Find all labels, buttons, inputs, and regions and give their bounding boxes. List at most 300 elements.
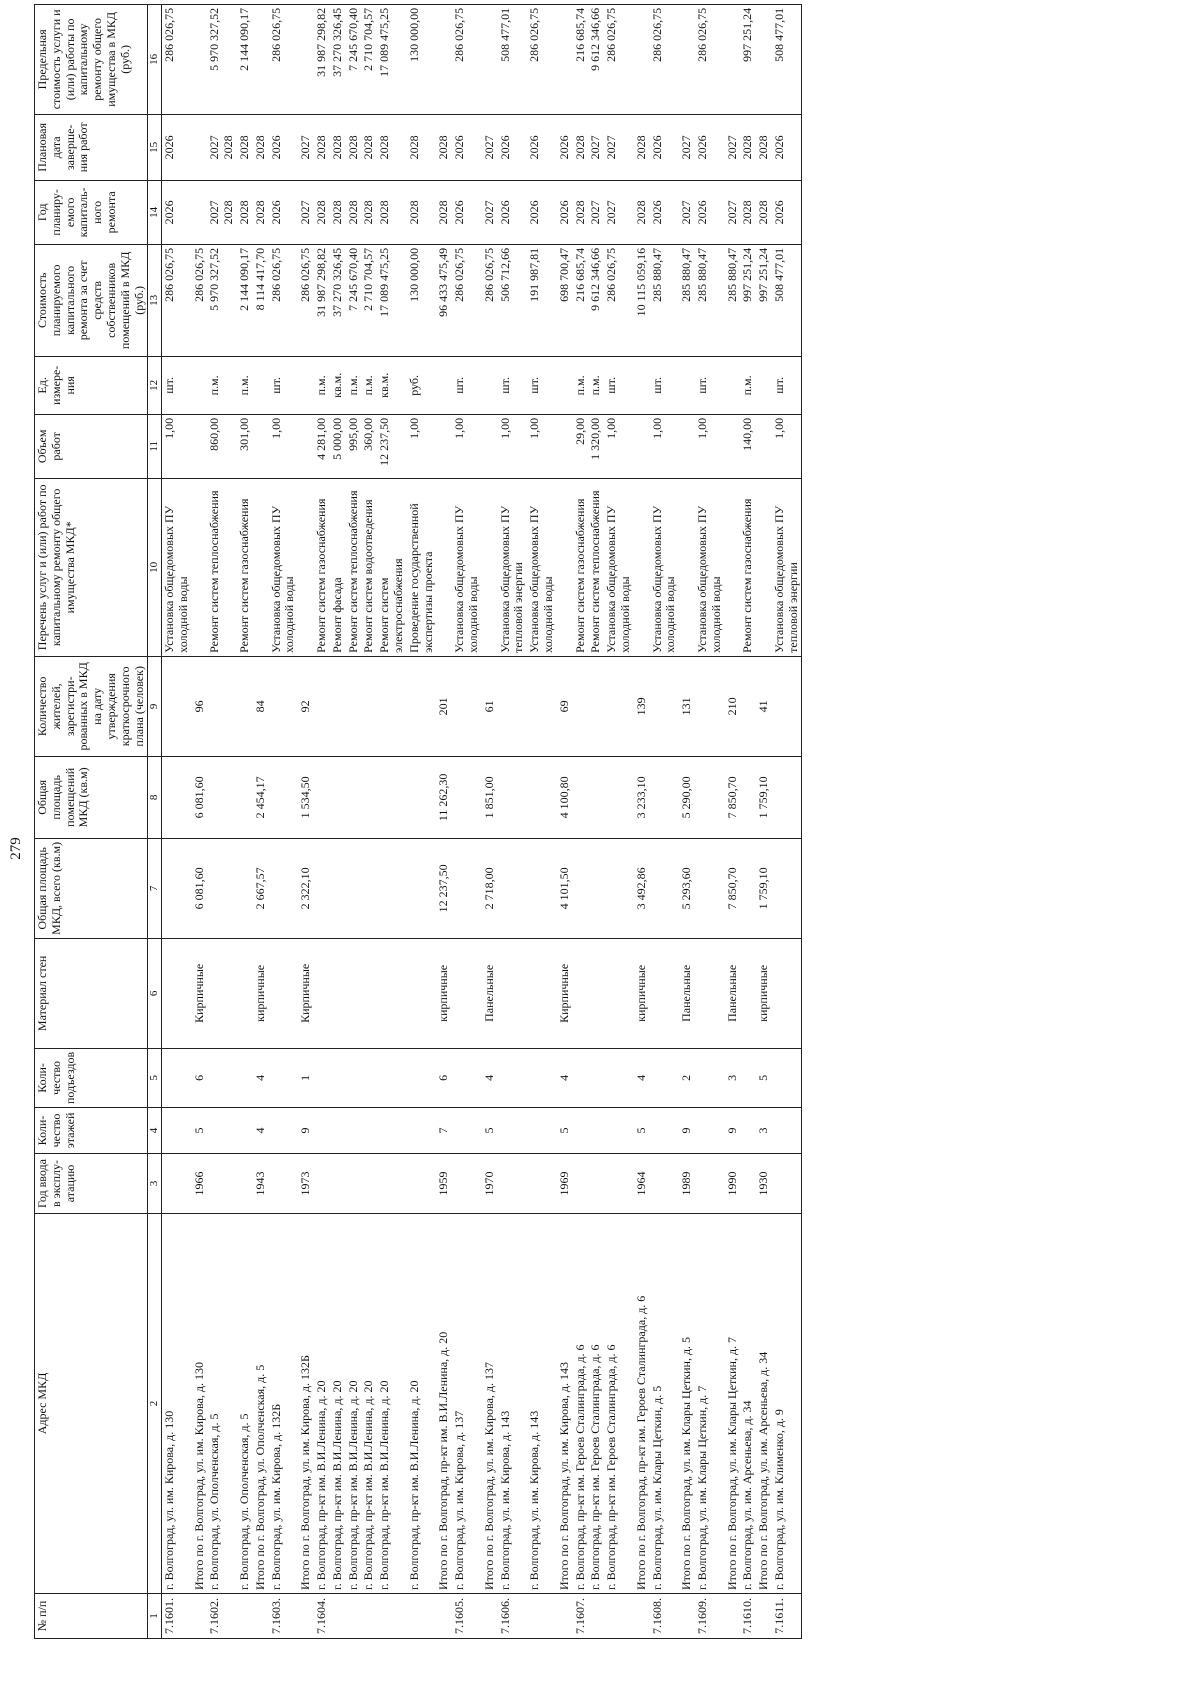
year-built-cell: 1969 <box>557 1154 573 1214</box>
total-area-cell <box>650 838 680 938</box>
limit-cost-cell <box>482 4 498 114</box>
residents-cell <box>498 656 528 756</box>
volume-cell: 360,00 <box>361 414 377 478</box>
entrances-cell <box>498 1048 528 1107</box>
premises-area-cell <box>772 756 802 838</box>
volume-cell: 29,00 <box>573 414 589 478</box>
completion-date-cell: 2026 <box>498 114 528 180</box>
premises-area-cell <box>269 756 299 838</box>
unit-cell: шт. <box>527 356 557 414</box>
floors-cell <box>772 1108 802 1154</box>
table-row <box>314 4 330 1638</box>
floors-cell <box>361 1108 377 1154</box>
premises-area-cell: 4 100,80 <box>557 756 573 838</box>
entrances-cell <box>740 1048 756 1107</box>
entrances-cell <box>377 1048 407 1107</box>
residents-cell <box>573 656 589 756</box>
repair-year-cell: 2027 <box>725 180 741 244</box>
premises-area-cell: 1 759,10 <box>756 756 772 838</box>
cost-cell: 7 245 670,40 <box>346 244 362 356</box>
cost-cell: 286 026,75 <box>162 244 192 356</box>
row-number <box>527 1594 557 1639</box>
completion-date-cell: 2026 <box>269 114 299 180</box>
limit-cost-cell: 286 026,75 <box>269 4 299 114</box>
residents-cell: 96 <box>192 656 208 756</box>
entrances-cell <box>207 1048 237 1107</box>
total-area-cell: 7 850,70 <box>725 838 741 938</box>
header-limit-cost: Предельная стоимость услуги и (или) работы по капитальному ремонту общего имущества в МКД (руб.) <box>35 4 148 114</box>
limit-cost-cell: 216 685,74 <box>573 4 589 114</box>
completion-date-cell: 2028 <box>634 114 650 180</box>
row-number: 7.1604. <box>314 1594 330 1639</box>
column-number: 1 <box>148 1594 162 1639</box>
unit-cell <box>634 356 650 414</box>
entrances-cell: 4 <box>634 1048 650 1107</box>
wall-material-cell <box>772 938 802 1048</box>
residents-cell <box>740 656 756 756</box>
repair-year-cell: 2028 <box>407 180 437 244</box>
premises-area-cell <box>346 756 362 838</box>
table-body <box>162 4 802 1638</box>
residents-cell: 210 <box>725 656 741 756</box>
wall-material-cell <box>407 938 437 1048</box>
floors-cell <box>588 1108 604 1154</box>
total-area-cell <box>314 838 330 938</box>
volume-cell: 1 320,00 <box>588 414 604 478</box>
entrances-cell: 6 <box>192 1048 208 1107</box>
column-number: 15 <box>148 114 162 180</box>
table-row <box>269 4 299 1638</box>
unit-cell: шт. <box>162 356 192 414</box>
wall-material-cell: Панельные <box>482 938 498 1048</box>
table-row <box>557 4 573 1638</box>
completion-date-cell: 2027 2028 <box>207 114 237 180</box>
address-cell: г. Волгоград, пр-кт им. В.И.Ленина, д. 20 <box>314 1214 330 1594</box>
header-year-built: Год ввода в эксплу-атацию <box>35 1154 148 1214</box>
row-number: 7.1608. <box>650 1594 680 1639</box>
total-area-cell: 4 101,50 <box>557 838 573 938</box>
volume-cell: 4 281,00 <box>314 414 330 478</box>
works-list-cell <box>298 478 314 656</box>
works-list-cell <box>192 478 208 656</box>
column-number: 7 <box>148 838 162 938</box>
volume-cell: 1,00 <box>269 414 299 478</box>
cost-cell: 698 700,47 <box>557 244 573 356</box>
entrances-cell <box>772 1048 802 1107</box>
total-area-cell: 2 322,10 <box>298 838 314 938</box>
total-area-cell <box>588 838 604 938</box>
limit-cost-cell: 31 987 298,82 <box>314 4 330 114</box>
volume-cell <box>192 414 208 478</box>
row-number <box>482 1594 498 1639</box>
floors-cell <box>498 1108 528 1154</box>
year-built-cell <box>407 1154 437 1214</box>
total-area-cell <box>346 838 362 938</box>
year-built-cell <box>772 1154 802 1214</box>
table-row <box>298 4 314 1638</box>
works-list-cell: Ремонт систем теплоснабжения <box>207 478 237 656</box>
cost-cell: 286 026,75 <box>604 244 634 356</box>
capital-repair-table <box>34 4 802 1639</box>
total-area-cell: 2 667,57 <box>253 838 269 938</box>
entrances-cell <box>452 1048 482 1107</box>
column-number: 10 <box>148 478 162 656</box>
volume-cell: 1,00 <box>695 414 725 478</box>
unit-cell: п.м. <box>588 356 604 414</box>
table-row <box>330 4 346 1638</box>
address-cell: г. Волгоград, ул. им. Кирова, д. 137 <box>452 1214 482 1594</box>
residents-cell <box>772 656 802 756</box>
year-built-cell <box>498 1154 528 1214</box>
premises-area-cell <box>207 756 237 838</box>
address-cell: Итого по г. Волгоград, пр-кт им. Героев Сталинграда, д. 6 <box>634 1214 650 1594</box>
cost-cell: 2 710 704,57 <box>361 244 377 356</box>
row-number <box>346 1594 362 1639</box>
repair-year-cell: 2028 <box>436 180 452 244</box>
table-row <box>650 4 680 1638</box>
works-list-cell <box>679 478 695 656</box>
column-number: 8 <box>148 756 162 838</box>
table-row <box>207 4 237 1638</box>
wall-material-cell <box>695 938 725 1048</box>
works-list-cell <box>725 478 741 656</box>
unit-cell: п.м. <box>237 356 253 414</box>
total-area-cell <box>527 838 557 938</box>
cost-cell: 8 114 417,70 <box>253 244 269 356</box>
cost-cell: 285 880,47 <box>650 244 680 356</box>
repair-year-cell: 2026 <box>772 180 802 244</box>
residents-cell <box>650 656 680 756</box>
address-cell: г. Волгоград, пр-кт им. Героев Сталинграда, д. 6 <box>588 1214 604 1594</box>
works-list-cell: Ремонт фасада <box>330 478 346 656</box>
year-built-cell: 1990 <box>725 1154 741 1214</box>
completion-date-cell: 2028 <box>346 114 362 180</box>
header-total-area: Общая площадь МКД, всего (кв.м) <box>35 838 148 938</box>
cost-cell: 5 970 327,52 <box>207 244 237 356</box>
limit-cost-cell: 286 026,75 <box>527 4 557 114</box>
row-number <box>588 1594 604 1639</box>
works-list-cell: Ремонт систем электроснабжения <box>377 478 407 656</box>
wall-material-cell: кирпичные <box>634 938 650 1048</box>
year-built-cell <box>162 1154 192 1214</box>
wall-material-cell <box>237 938 253 1048</box>
table-row <box>498 4 528 1638</box>
repair-year-cell: 2028 <box>330 180 346 244</box>
residents-cell: 92 <box>298 656 314 756</box>
cost-cell: 191 987,81 <box>527 244 557 356</box>
repair-year-cell: 2027 <box>298 180 314 244</box>
limit-cost-cell: 7 245 670,40 <box>346 4 362 114</box>
cost-cell: 997 251,24 <box>740 244 756 356</box>
completion-date-cell: 2028 <box>253 114 269 180</box>
address-cell: Итого по г. Волгоград, пр-кт им. В.И.Ленина, д. 20 <box>436 1214 452 1594</box>
wall-material-cell <box>604 938 634 1048</box>
residents-cell: 84 <box>253 656 269 756</box>
wall-material-cell: Кирпичные <box>298 938 314 1048</box>
volume-cell: 1,00 <box>162 414 192 478</box>
year-built-cell <box>452 1154 482 1214</box>
limit-cost-cell <box>557 4 573 114</box>
total-area-cell: 12 237,50 <box>436 838 452 938</box>
unit-cell: шт. <box>695 356 725 414</box>
header-wall-material: Материал стен <box>35 938 148 1048</box>
column-number: 14 <box>148 180 162 244</box>
completion-date-cell: 2028 <box>740 114 756 180</box>
year-built-cell <box>573 1154 589 1214</box>
works-list-cell <box>634 478 650 656</box>
premises-area-cell <box>330 756 346 838</box>
year-built-cell: 1964 <box>634 1154 650 1214</box>
cost-cell: 286 026,75 <box>298 244 314 356</box>
row-number <box>634 1594 650 1639</box>
entrances-cell: 4 <box>253 1048 269 1107</box>
header-repair-year: Год планиру-емого капиталь-ного ремонта <box>35 180 148 244</box>
address-cell: Итого по г. Волгоград, ул. им. Клары Цеткин, д. 5 <box>679 1214 695 1594</box>
wall-material-cell <box>207 938 237 1048</box>
address-cell: Итого по г. Волгоград, ул. им. Клары Цеткин, д. 7 <box>725 1214 741 1594</box>
works-list-cell <box>253 478 269 656</box>
works-list-cell <box>557 478 573 656</box>
column-number: 16 <box>148 4 162 114</box>
completion-date-cell: 2028 <box>436 114 452 180</box>
address-cell: г. Волгоград, ул. им. Кирова, д. 143 <box>498 1214 528 1594</box>
address-cell: г. Волгоград, пр-кт им. В.И.Ленина, д. 20 <box>346 1214 362 1594</box>
wall-material-cell: Кирпичные <box>192 938 208 1048</box>
works-list-cell: Установка общедомовых ПУ холодной воды <box>452 478 482 656</box>
total-area-cell: 6 081,60 <box>192 838 208 938</box>
total-area-cell <box>498 838 528 938</box>
header-premises-area: Общая площадь помещений МКД (кв.м) <box>35 756 148 838</box>
volume-cell: 301,00 <box>237 414 253 478</box>
limit-cost-cell: 9 612 346,66 <box>588 4 604 114</box>
floors-cell <box>604 1108 634 1154</box>
cost-cell: 286 026,75 <box>452 244 482 356</box>
column-number: 4 <box>148 1108 162 1154</box>
total-area-cell <box>604 838 634 938</box>
works-list-cell <box>756 478 772 656</box>
premises-area-cell <box>498 756 528 838</box>
row-number <box>407 1594 437 1639</box>
address-cell: г. Волгоград, ул. им. Клары Цеткин, д. 7 <box>695 1214 725 1594</box>
row-number: 7.1607. <box>573 1594 589 1639</box>
table-row <box>436 4 452 1638</box>
table-row <box>695 4 725 1638</box>
row-number: 7.1605. <box>452 1594 482 1639</box>
row-number <box>756 1594 772 1639</box>
completion-date-cell: 2028 <box>377 114 407 180</box>
cost-cell: 285 880,47 <box>695 244 725 356</box>
floors-cell <box>237 1108 253 1154</box>
cost-cell: 17 089 475,25 <box>377 244 407 356</box>
column-number: 11 <box>148 414 162 478</box>
floors-cell: 3 <box>756 1108 772 1154</box>
floors-cell <box>330 1108 346 1154</box>
floors-cell <box>527 1108 557 1154</box>
premises-area-cell: 6 081,60 <box>192 756 208 838</box>
address-cell: г. Волгоград, пр-кт им. В.И.Ленина, д. 20 <box>407 1214 437 1594</box>
works-list-cell: Установка общедомовых ПУ холодной воды <box>695 478 725 656</box>
unit-cell: шт. <box>772 356 802 414</box>
year-built-cell <box>361 1154 377 1214</box>
works-list-cell: Ремонт систем теплоснабжения <box>346 478 362 656</box>
year-built-cell <box>314 1154 330 1214</box>
limit-cost-cell <box>192 4 208 114</box>
premises-area-cell <box>361 756 377 838</box>
limit-cost-cell <box>253 4 269 114</box>
table-row <box>162 4 192 1638</box>
wall-material-cell: Панельные <box>679 938 695 1048</box>
row-number <box>725 1594 741 1639</box>
repair-year-cell: 2028 <box>314 180 330 244</box>
header-cost: Стоимость планируемого капитального ремонта за счет средств собственников помещений в МКД (руб.) <box>35 244 148 356</box>
volume-cell: 1,00 <box>452 414 482 478</box>
premises-area-cell <box>452 756 482 838</box>
column-number: 2 <box>148 1214 162 1594</box>
completion-date-cell: 2028 <box>361 114 377 180</box>
works-list-cell: Установка общедомовых ПУ холодной воды <box>162 478 192 656</box>
works-list-cell: Ремонт систем газоснабжения <box>573 478 589 656</box>
row-number <box>436 1594 452 1639</box>
premises-area-cell <box>377 756 407 838</box>
entrances-cell <box>269 1048 299 1107</box>
address-cell: г. Волгоград, пр-кт им. В.И.Ленина, д. 20 <box>330 1214 346 1594</box>
row-number: 7.1601. <box>162 1594 192 1639</box>
year-built-cell <box>695 1154 725 1214</box>
residents-cell <box>269 656 299 756</box>
column-number: 9 <box>148 656 162 756</box>
premises-area-cell <box>527 756 557 838</box>
unit-cell: кв.м. <box>330 356 346 414</box>
limit-cost-cell: 286 026,75 <box>452 4 482 114</box>
volume-cell <box>298 414 314 478</box>
wall-material-cell <box>573 938 589 1048</box>
row-number: 7.1609. <box>695 1594 725 1639</box>
floors-cell <box>314 1108 330 1154</box>
limit-cost-cell: 5 970 327,52 <box>207 4 237 114</box>
cost-cell: 506 712,66 <box>498 244 528 356</box>
limit-cost-cell: 130 000,00 <box>407 4 437 114</box>
address-cell: Итого по г. Волгоград, ул. им. Арсеньева, д. 34 <box>756 1214 772 1594</box>
repair-year-cell: 2026 <box>695 180 725 244</box>
residents-cell: 131 <box>679 656 695 756</box>
table-row <box>573 4 589 1638</box>
limit-cost-cell: 2 144 090,17 <box>237 4 253 114</box>
works-list-cell: Ремонт систем газоснабжения <box>740 478 756 656</box>
entrances-cell: 4 <box>557 1048 573 1107</box>
residents-cell <box>330 656 346 756</box>
entrances-cell <box>330 1048 346 1107</box>
year-built-cell: 1930 <box>756 1154 772 1214</box>
wall-material-cell <box>162 938 192 1048</box>
table-row <box>679 4 695 1638</box>
table-row <box>253 4 269 1638</box>
unit-cell <box>436 356 452 414</box>
works-list-cell: Ремонт систем газоснабжения <box>237 478 253 656</box>
table-row <box>634 4 650 1638</box>
wall-material-cell <box>650 938 680 1048</box>
premises-area-cell: 1 851,00 <box>482 756 498 838</box>
header-residents: Количество жителей, зарегистри-рованных в МКД на дату утверждения краткосрочного плана (человек) <box>35 656 148 756</box>
table-row <box>377 4 407 1638</box>
column-number: 13 <box>148 244 162 356</box>
total-area-cell <box>695 838 725 938</box>
entrances-cell <box>407 1048 437 1107</box>
floors-cell <box>207 1108 237 1154</box>
entrances-cell <box>588 1048 604 1107</box>
completion-date-cell: 2027 <box>482 114 498 180</box>
floors-cell: 9 <box>298 1108 314 1154</box>
wall-material-cell <box>361 938 377 1048</box>
wall-material-cell <box>377 938 407 1048</box>
cost-cell: 285 880,47 <box>725 244 741 356</box>
cost-cell: 9 612 346,66 <box>588 244 604 356</box>
unit-cell <box>253 356 269 414</box>
unit-cell <box>756 356 772 414</box>
premises-area-cell <box>695 756 725 838</box>
residents-cell <box>314 656 330 756</box>
floors-cell: 5 <box>557 1108 573 1154</box>
total-area-cell <box>407 838 437 938</box>
completion-date-cell: 2026 <box>772 114 802 180</box>
wall-material-cell: кирпичные <box>756 938 772 1048</box>
volume-cell: 1,00 <box>772 414 802 478</box>
total-area-cell <box>377 838 407 938</box>
residents-cell: 201 <box>436 656 452 756</box>
address-cell: г. Волгоград, ул. им. Арсеньева, д. 34 <box>740 1214 756 1594</box>
limit-cost-cell <box>679 4 695 114</box>
completion-date-cell: 2028 <box>573 114 589 180</box>
year-built-cell <box>207 1154 237 1214</box>
completion-date-cell: 2026 <box>162 114 192 180</box>
table-row <box>772 4 802 1638</box>
year-built-cell <box>330 1154 346 1214</box>
floors-cell: 5 <box>634 1108 650 1154</box>
completion-date-cell: 2026 <box>695 114 725 180</box>
cost-cell: 37 270 326,45 <box>330 244 346 356</box>
premises-area-cell <box>604 756 634 838</box>
floors-cell <box>346 1108 362 1154</box>
premises-area-cell <box>237 756 253 838</box>
wall-material-cell <box>740 938 756 1048</box>
limit-cost-cell: 286 026,75 <box>650 4 680 114</box>
completion-date-cell: 2027 <box>725 114 741 180</box>
total-area-cell <box>207 838 237 938</box>
works-list-cell: Установка общедомовых ПУ холодной воды <box>527 478 557 656</box>
total-area-cell: 3 492,86 <box>634 838 650 938</box>
works-list-cell: Ремонт систем газоснабжения <box>314 478 330 656</box>
floors-cell <box>695 1108 725 1154</box>
premises-area-cell: 3 233,10 <box>634 756 650 838</box>
works-list-cell: Установка общедомовых ПУ холодной воды <box>604 478 634 656</box>
works-list-cell: Установка общедомовых ПУ тепловой энергии <box>498 478 528 656</box>
floors-cell <box>162 1108 192 1154</box>
repair-year-cell: 2026 <box>269 180 299 244</box>
column-number: 12 <box>148 356 162 414</box>
premises-area-cell: 5 290,00 <box>679 756 695 838</box>
volume-cell: 1,00 <box>650 414 680 478</box>
repair-year-cell: 2027 2028 <box>207 180 237 244</box>
wall-material-cell <box>527 938 557 1048</box>
completion-date-cell: 2027 <box>604 114 634 180</box>
residents-cell: 61 <box>482 656 498 756</box>
header-num: № п/п <box>35 1594 148 1639</box>
residents-cell <box>407 656 437 756</box>
unit-cell: п.м. <box>314 356 330 414</box>
row-number <box>361 1594 377 1639</box>
repair-year-cell: 2028 <box>740 180 756 244</box>
volume-cell <box>482 414 498 478</box>
volume-cell: 1,00 <box>604 414 634 478</box>
